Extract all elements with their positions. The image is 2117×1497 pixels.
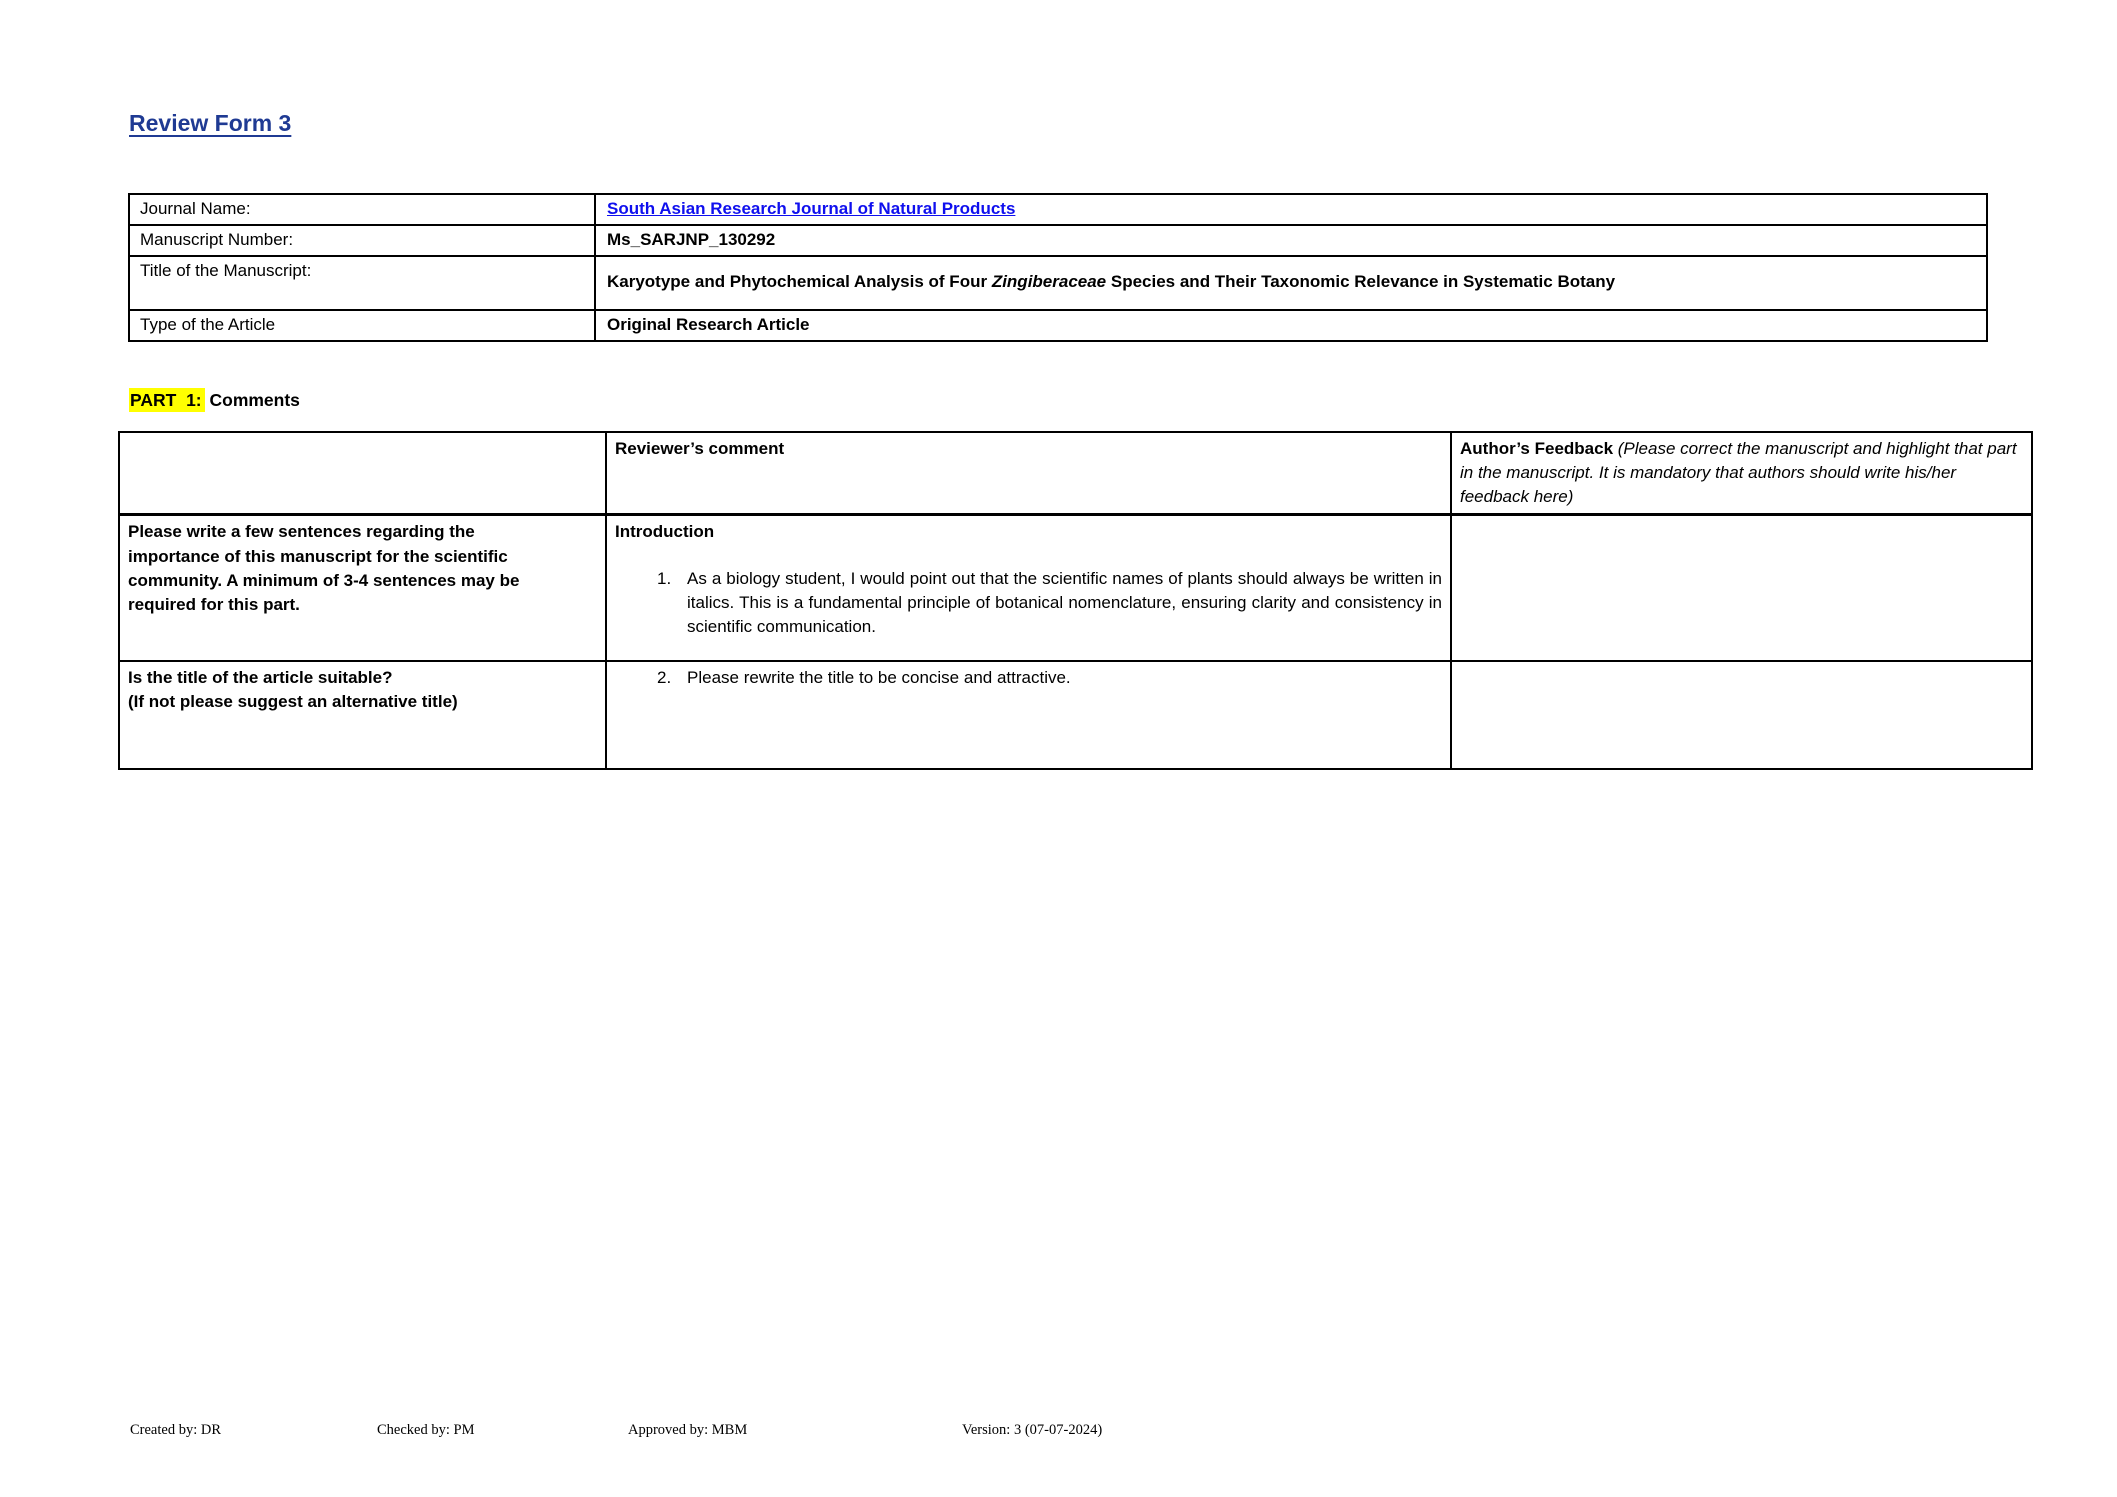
manuscript-number-label: Manuscript Number: (129, 225, 595, 256)
table-row (129, 256, 1987, 310)
question-importance: Please write a few sentences regarding the importance of this manuscript for the scientific community. A minimum of 3-4 sentences may be required for this part. (119, 515, 606, 661)
part1-heading: PART 1: Comments (130, 390, 300, 410)
comment-row-title (119, 661, 2032, 769)
footer-version: Version: 3 (07-07-2024) (962, 1422, 1103, 1438)
footer-approved-by: Approved by: MBM (628, 1422, 748, 1438)
article-type-value: Original Research Article (595, 310, 1987, 341)
footer-created-by: Created by: DR (130, 1422, 222, 1438)
author-feedback-cell[interactable] (1451, 515, 2032, 661)
article-type-label: Type of the Article (129, 310, 595, 341)
manuscript-number-value: Ms_SARJNP_130292 (595, 225, 1987, 256)
author-feedback-cell[interactable] (1451, 661, 2032, 769)
journal-link[interactable]: South Asian Research Journal of Natural Products (607, 199, 1016, 218)
reviewer-comment-importance (606, 515, 1451, 661)
list-item: 2. Please rewrite the title to be concise and attractive. (657, 667, 1071, 687)
reviewer-comment-title (606, 661, 1451, 769)
manuscript-title-value: Karyotype and Phytochemical Analysis of Four Zingiberaceae Species and Their Taxonomic Relevance in Systematic Botany (595, 256, 1987, 310)
comment-row-importance (119, 515, 2032, 661)
table-row (129, 194, 1987, 225)
list-item: 1. As a biology student, I would point out that the scientific names of plants should always be written in italics. This is a fundamental principle of botanical nomenclature, ensuring clarity and consistency in scientific communication. (657, 568, 1442, 636)
table-row (129, 225, 1987, 256)
reviewer-comment-header: Reviewer’s comment (606, 432, 1451, 515)
comment-section-heading: Introduction (615, 522, 715, 542)
question-title-suitable: Is the title of the article suitable? (If not please suggest an alternative title) (119, 661, 606, 769)
author-feedback-header: Author’s Feedback (Please correct the manuscript and highlight that part in the manuscript. It is mandatory that authors should write his/her feedback here) (1451, 432, 2032, 515)
journal-name-label: Journal Name: (129, 194, 595, 225)
table-row (129, 310, 1987, 341)
manuscript-info-table (128, 193, 1988, 342)
manuscript-title-label: Title of the Manuscript: (129, 256, 595, 310)
comments-header-row (119, 432, 2032, 515)
form-title: Review Form 3 (129, 110, 292, 136)
species-name-italic: Zingiberaceae (991, 272, 1107, 292)
footer-checked-by: Checked by: PM (377, 1422, 475, 1438)
header-empty-cell (119, 432, 606, 515)
comments-table (118, 431, 2033, 770)
part1-highlight: PART 1: (129, 388, 205, 412)
